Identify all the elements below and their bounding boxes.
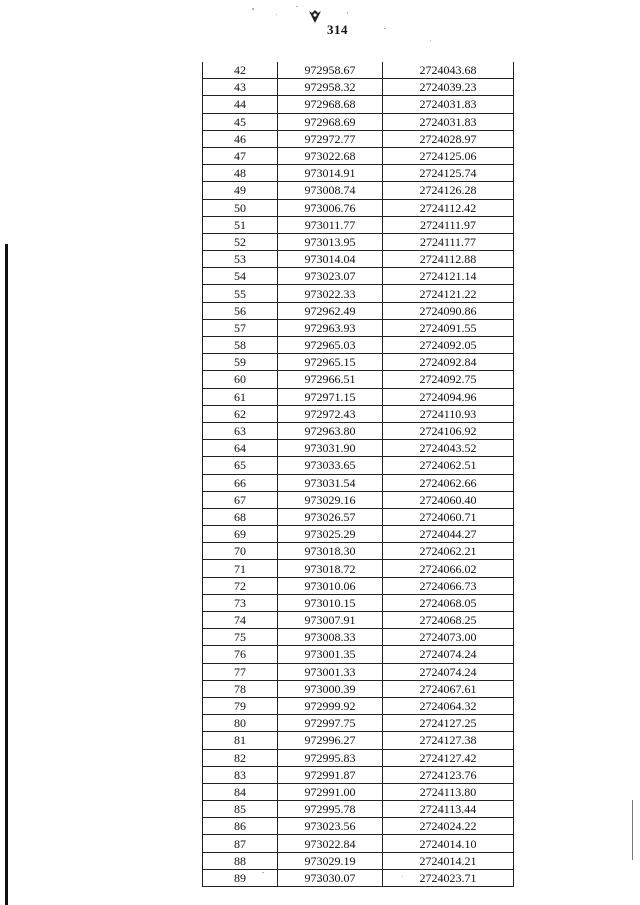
x-coordinate-cell: 973001.33 — [278, 663, 383, 680]
x-coordinate-cell: 973030.07 — [278, 869, 383, 886]
y-coordinate-cell: 2724127.42 — [383, 749, 514, 766]
point-number-cell: 72 — [203, 577, 278, 594]
table-row — [203, 646, 514, 663]
point-number-cell: 50 — [203, 199, 278, 216]
point-number-cell: 69 — [203, 526, 278, 543]
point-number-cell: 84 — [203, 783, 278, 800]
table-row — [203, 732, 514, 749]
y-coordinate-cell: 2724028.97 — [383, 130, 514, 147]
y-coordinate-cell: 2724113.80 — [383, 783, 514, 800]
point-number-cell: 61 — [203, 388, 278, 405]
x-coordinate-cell: 973008.74 — [278, 182, 383, 199]
table-row — [203, 818, 514, 835]
table-row — [203, 113, 514, 130]
table-row — [203, 285, 514, 302]
table-row — [203, 852, 514, 869]
x-coordinate-cell: 973000.39 — [278, 680, 383, 697]
table-row — [203, 526, 514, 543]
emblem-icon — [308, 9, 322, 25]
y-coordinate-cell: 2724092.05 — [383, 337, 514, 354]
point-number-cell: 81 — [203, 732, 278, 749]
y-coordinate-cell: 2724060.71 — [383, 508, 514, 525]
y-coordinate-cell: 2724044.27 — [383, 526, 514, 543]
point-number-cell: 55 — [203, 285, 278, 302]
y-coordinate-cell: 2724060.40 — [383, 491, 514, 508]
y-coordinate-cell: 2724074.24 — [383, 663, 514, 680]
x-coordinate-cell: 973007.91 — [278, 612, 383, 629]
point-number-cell: 45 — [203, 113, 278, 130]
y-coordinate-cell: 2724067.61 — [383, 680, 514, 697]
table-row — [203, 697, 514, 714]
point-number-cell: 77 — [203, 663, 278, 680]
point-number-cell: 54 — [203, 268, 278, 285]
x-coordinate-cell: 972991.00 — [278, 783, 383, 800]
y-coordinate-cell: 2724073.00 — [383, 629, 514, 646]
x-coordinate-cell: 972972.77 — [278, 130, 383, 147]
y-coordinate-cell: 2724064.32 — [383, 697, 514, 714]
table-row — [203, 79, 514, 96]
x-coordinate-cell: 973031.54 — [278, 474, 383, 491]
x-coordinate-cell: 973022.33 — [278, 285, 383, 302]
x-coordinate-cell: 972972.43 — [278, 405, 383, 422]
point-number-cell: 86 — [203, 818, 278, 835]
table-row — [203, 62, 514, 79]
y-coordinate-cell: 2724068.05 — [383, 594, 514, 611]
table-row — [203, 199, 514, 216]
scan-noise — [276, 14, 277, 15]
y-coordinate-cell: 2724092.75 — [383, 371, 514, 388]
y-coordinate-cell: 2724066.73 — [383, 577, 514, 594]
point-number-cell: 48 — [203, 165, 278, 182]
x-coordinate-cell: 972991.87 — [278, 766, 383, 783]
point-number-cell: 56 — [203, 302, 278, 319]
y-coordinate-cell: 2724062.66 — [383, 474, 514, 491]
x-coordinate-cell: 972995.83 — [278, 749, 383, 766]
x-coordinate-cell: 973010.15 — [278, 594, 383, 611]
x-coordinate-cell: 973031.90 — [278, 440, 383, 457]
y-coordinate-cell: 2724062.51 — [383, 457, 514, 474]
table-row — [203, 749, 514, 766]
table-row — [203, 371, 514, 388]
y-coordinate-cell: 2724023.71 — [383, 869, 514, 886]
y-coordinate-cell: 2724123.76 — [383, 766, 514, 783]
y-coordinate-cell: 2724090.86 — [383, 302, 514, 319]
x-coordinate-cell: 972968.69 — [278, 113, 383, 130]
point-number-cell: 46 — [203, 130, 278, 147]
x-coordinate-cell: 973010.06 — [278, 577, 383, 594]
y-coordinate-cell: 2724094.96 — [383, 388, 514, 405]
table-row — [203, 577, 514, 594]
scan-noise — [252, 8, 254, 10]
table-row — [203, 319, 514, 336]
point-number-cell: 63 — [203, 422, 278, 439]
x-coordinate-cell: 973029.16 — [278, 491, 383, 508]
y-coordinate-cell: 2724113.44 — [383, 801, 514, 818]
x-coordinate-cell: 972968.68 — [278, 96, 383, 113]
y-coordinate-cell: 2724126.28 — [383, 182, 514, 199]
x-coordinate-cell: 972965.15 — [278, 354, 383, 371]
y-coordinate-cell: 2724127.38 — [383, 732, 514, 749]
point-number-cell: 89 — [203, 869, 278, 886]
table-row — [203, 337, 514, 354]
y-coordinate-cell: 2724043.68 — [383, 62, 514, 79]
x-coordinate-cell: 973023.07 — [278, 268, 383, 285]
x-coordinate-cell: 972971.15 — [278, 388, 383, 405]
table-row — [203, 422, 514, 439]
table-row — [203, 182, 514, 199]
y-coordinate-cell: 2724043.52 — [383, 440, 514, 457]
table-row — [203, 233, 514, 250]
scan-noise — [430, 40, 431, 41]
point-number-cell: 52 — [203, 233, 278, 250]
x-coordinate-cell: 973025.29 — [278, 526, 383, 543]
table-row — [203, 491, 514, 508]
x-coordinate-cell: 973013.95 — [278, 233, 383, 250]
x-coordinate-cell: 972963.93 — [278, 319, 383, 336]
x-coordinate-cell: 973011.77 — [278, 216, 383, 233]
y-coordinate-cell: 2724121.22 — [383, 285, 514, 302]
coordinates-table-body — [203, 62, 514, 887]
x-coordinate-cell: 973029.19 — [278, 852, 383, 869]
point-number-cell: 59 — [203, 354, 278, 371]
y-coordinate-cell: 2724039.23 — [383, 79, 514, 96]
point-number-cell: 76 — [203, 646, 278, 663]
table-row — [203, 440, 514, 457]
scan-noise — [347, 12, 348, 14]
point-number-cell: 79 — [203, 697, 278, 714]
point-number-cell: 47 — [203, 147, 278, 164]
y-coordinate-cell: 2724014.21 — [383, 852, 514, 869]
table-row — [203, 354, 514, 371]
x-coordinate-cell: 972966.51 — [278, 371, 383, 388]
point-number-cell: 62 — [203, 405, 278, 422]
x-coordinate-cell: 973026.57 — [278, 508, 383, 525]
point-number-cell: 42 — [203, 62, 278, 79]
coordinates-table — [202, 62, 514, 887]
table-row — [203, 560, 514, 577]
point-number-cell: 70 — [203, 543, 278, 560]
table-row — [203, 147, 514, 164]
point-number-cell: 71 — [203, 560, 278, 577]
point-number-cell: 75 — [203, 629, 278, 646]
point-number-cell: 65 — [203, 457, 278, 474]
point-number-cell: 74 — [203, 612, 278, 629]
y-coordinate-cell: 2724106.92 — [383, 422, 514, 439]
table-row — [203, 629, 514, 646]
x-coordinate-cell: 972958.67 — [278, 62, 383, 79]
y-coordinate-cell: 2724068.25 — [383, 612, 514, 629]
y-coordinate-cell: 2724110.93 — [383, 405, 514, 422]
y-coordinate-cell: 2724125.06 — [383, 147, 514, 164]
table-row — [203, 801, 514, 818]
scan-edge-bar — [5, 244, 8, 905]
scan-noise — [384, 28, 386, 29]
table-row — [203, 715, 514, 732]
table-row — [203, 766, 514, 783]
x-coordinate-cell: 972995.78 — [278, 801, 383, 818]
point-number-cell: 67 — [203, 491, 278, 508]
x-coordinate-cell: 973006.76 — [278, 199, 383, 216]
y-coordinate-cell: 2724111.77 — [383, 233, 514, 250]
x-coordinate-cell: 973014.04 — [278, 251, 383, 268]
y-coordinate-cell: 2724125.74 — [383, 165, 514, 182]
x-coordinate-cell: 972958.32 — [278, 79, 383, 96]
table-row — [203, 543, 514, 560]
x-coordinate-cell: 973008.33 — [278, 629, 383, 646]
point-number-cell: 68 — [203, 508, 278, 525]
point-number-cell: 53 — [203, 251, 278, 268]
table-row — [203, 96, 514, 113]
table-row — [203, 594, 514, 611]
x-coordinate-cell: 972963.80 — [278, 422, 383, 439]
x-coordinate-cell: 972965.03 — [278, 337, 383, 354]
table-row — [203, 268, 514, 285]
y-coordinate-cell: 2724031.83 — [383, 113, 514, 130]
scan-noise — [296, 6, 298, 7]
table-row — [203, 869, 514, 886]
point-number-cell: 85 — [203, 801, 278, 818]
y-coordinate-cell: 2724074.24 — [383, 646, 514, 663]
table-row — [203, 612, 514, 629]
point-number-cell: 78 — [203, 680, 278, 697]
y-coordinate-cell: 2724031.83 — [383, 96, 514, 113]
table-row — [203, 388, 514, 405]
y-coordinate-cell: 2724066.02 — [383, 560, 514, 577]
x-coordinate-cell: 973014.91 — [278, 165, 383, 182]
table-row — [203, 130, 514, 147]
x-coordinate-cell: 972962.49 — [278, 302, 383, 319]
point-number-cell: 60 — [203, 371, 278, 388]
point-number-cell: 64 — [203, 440, 278, 457]
x-coordinate-cell: 973018.30 — [278, 543, 383, 560]
table-row — [203, 835, 514, 852]
x-coordinate-cell: 972997.75 — [278, 715, 383, 732]
y-coordinate-cell: 2724111.97 — [383, 216, 514, 233]
table-row — [203, 783, 514, 800]
x-coordinate-cell: 973023.56 — [278, 818, 383, 835]
point-number-cell: 58 — [203, 337, 278, 354]
table-row — [203, 663, 514, 680]
point-number-cell: 87 — [203, 835, 278, 852]
table-row — [203, 165, 514, 182]
point-number-cell: 82 — [203, 749, 278, 766]
x-coordinate-cell: 973033.65 — [278, 457, 383, 474]
x-coordinate-cell: 973022.68 — [278, 147, 383, 164]
page-number: 314 — [327, 22, 348, 37]
point-number-cell: 57 — [203, 319, 278, 336]
table-row — [203, 474, 514, 491]
y-coordinate-cell: 2724091.55 — [383, 319, 514, 336]
y-coordinate-cell: 2724112.42 — [383, 199, 514, 216]
table-row — [203, 251, 514, 268]
y-coordinate-cell: 2724092.84 — [383, 354, 514, 371]
point-number-cell: 66 — [203, 474, 278, 491]
table-row — [203, 457, 514, 474]
x-coordinate-cell: 973018.72 — [278, 560, 383, 577]
table-row — [203, 302, 514, 319]
table-row — [203, 216, 514, 233]
y-coordinate-cell: 2724062.21 — [383, 543, 514, 560]
y-coordinate-cell: 2724024.22 — [383, 818, 514, 835]
table-row — [203, 405, 514, 422]
x-coordinate-cell: 973022.84 — [278, 835, 383, 852]
point-number-cell: 49 — [203, 182, 278, 199]
point-number-cell: 80 — [203, 715, 278, 732]
x-coordinate-cell: 973001.35 — [278, 646, 383, 663]
y-coordinate-cell: 2724127.25 — [383, 715, 514, 732]
point-number-cell: 51 — [203, 216, 278, 233]
point-number-cell: 88 — [203, 852, 278, 869]
x-coordinate-cell: 972996.27 — [278, 732, 383, 749]
y-coordinate-cell: 2724112.88 — [383, 251, 514, 268]
y-coordinate-cell: 2724014.10 — [383, 835, 514, 852]
point-number-cell: 43 — [203, 79, 278, 96]
point-number-cell: 83 — [203, 766, 278, 783]
x-coordinate-cell: 972999.92 — [278, 697, 383, 714]
table-row — [203, 680, 514, 697]
point-number-cell: 73 — [203, 594, 278, 611]
point-number-cell: 44 — [203, 96, 278, 113]
table-row — [203, 508, 514, 525]
scan-edge-mark — [632, 800, 633, 860]
y-coordinate-cell: 2724121.14 — [383, 268, 514, 285]
